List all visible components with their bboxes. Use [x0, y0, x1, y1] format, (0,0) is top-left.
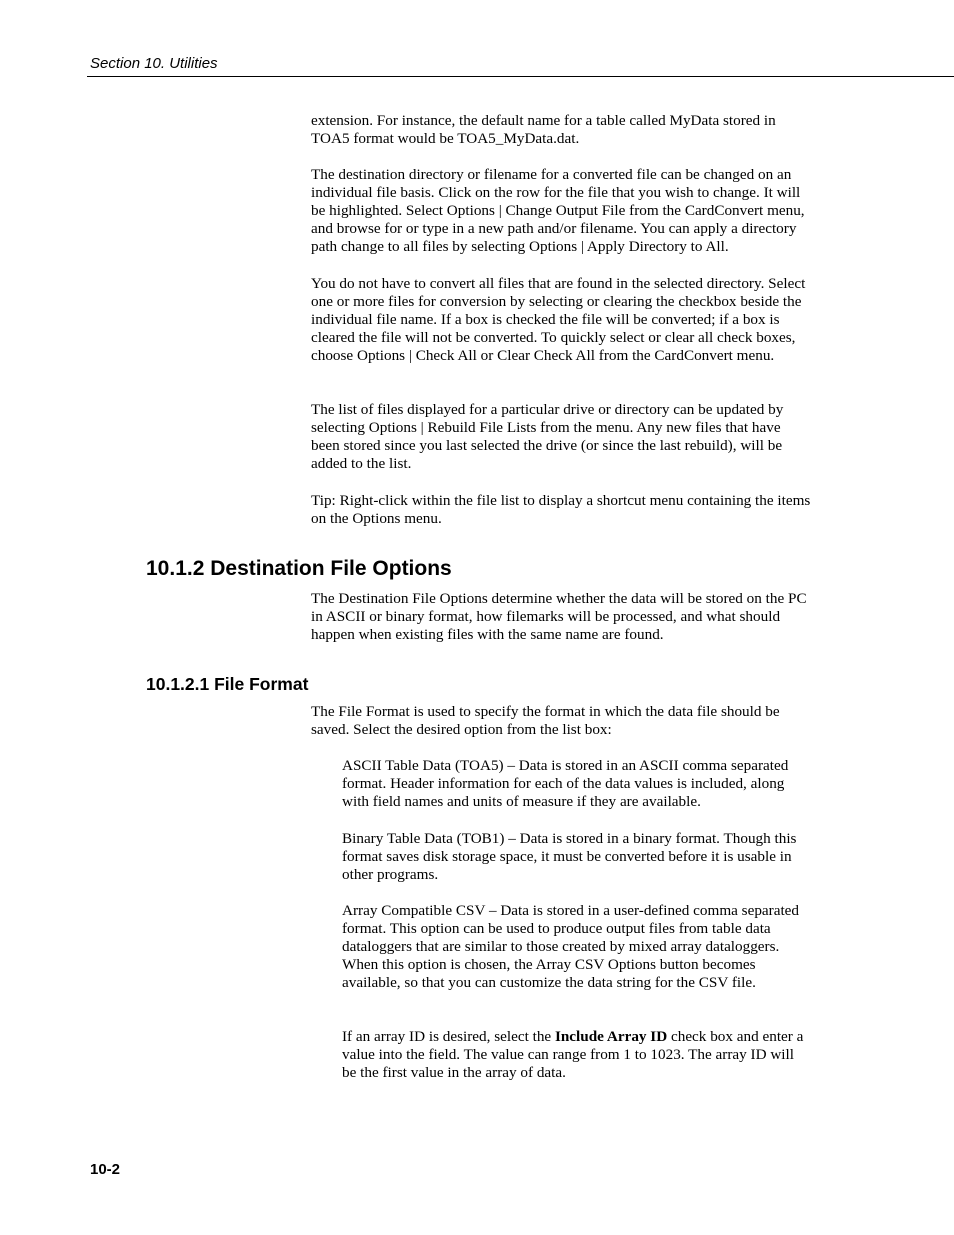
destination-options-paragraph [311, 590, 811, 644]
page-number: 10-2 [90, 1161, 121, 1178]
paragraph-text: The list of files displayed for a particular drive or directory can be updated by selecting Options | Rebuild File Lists from the menu. Any new files that have been stored since you last selected the drive (or since the last rebuild), will be added to the list. [311, 401, 784, 472]
subsection-heading-file-format: 10.1.2.1 File Format [146, 674, 309, 694]
option-text: ASCII Table Data (TOA5) – Data is stored in an ASCII comma separated format. Header information for each of the data values is included, along with field names and units of measure if they are available. [342, 757, 789, 810]
array-id-text-before: If an array ID is desired, select the [342, 1028, 555, 1045]
paragraph-text: Tip: Right-click within the file list to display a shortcut menu containing the items on the Options menu. [311, 492, 811, 527]
file-format-paragraph [311, 703, 811, 739]
array-id-text-after: check box and enter a value into the field. The value can range from 1 to 1023. The array ID will be the first value in the array of data. [342, 1028, 804, 1081]
running-header: Section 10. Utilities [90, 55, 218, 72]
section-heading-destination-file-options: 10.1.2 Destination File Options [146, 557, 452, 580]
option-text: Array Compatible CSV – Data is stored in a user-defined comma separated format. This option can be used to produce output files from table data dataloggers that are similar to those created by mixed array dataloggers. When this option is chosen, the Array CSV Options button becomes available, so that you can customize the data string for the CSV file. [342, 902, 800, 991]
paragraph-text: The destination directory or filename for a converted file can be changed on an individual file basis. Click on the row for the file that you wish to change. It will be highlighted. Select Options | Change Output File from the CardConvert menu, and browse for or type in a new path and/or filename. You can apply a directory path change to all files by selecting Options | Apply Directory to All. [311, 166, 805, 255]
intro-paragraph-1 [311, 112, 811, 148]
option-binary-table-data [342, 830, 812, 884]
tip-paragraph [311, 492, 811, 528]
paragraph-text: The File Format is used to specify the format in which the data file should be saved. Select the desired option from the list box: [311, 703, 780, 738]
paragraph-text: You do not have to convert all files that are found in the selected directory. Select one or more files for conversion by selecting or clearing the checkbox beside the individual file name. If a box is checked the file will be converted; if a box is cleared the file will not be converted. To quickly select or clear all check boxes, choose Options | Check All or Clear Check All from the CardConvert menu. [311, 275, 806, 364]
option-text: Binary Table Data (TOB1) – Data is stored in a binary format. Though this format saves disk storage space, it must be converted before it is usable in other programs. [342, 830, 797, 883]
paragraph-text: extension. For instance, the default name for a table called MyData stored in TOA5 format would be TOA5_MyData.dat. [311, 112, 776, 147]
intro-paragraph-4 [311, 401, 811, 473]
paragraph-text [342, 1028, 812, 1082]
intro-paragraph-2 [311, 166, 811, 256]
intro-paragraph-3 [311, 275, 811, 365]
option-ascii-table-data [342, 757, 812, 811]
option-array-compatible-csv [342, 902, 812, 992]
array-id-paragraph [342, 1028, 812, 1082]
include-array-id-label: Include Array ID [554, 1028, 668, 1045]
paragraph-text: The Destination File Options determine whether the data will be stored on the PC in ASCII or binary format, how filemarks will be processed, and what should happen when existing files with the same name are found. [311, 590, 807, 643]
header-rule [87, 76, 954, 77]
